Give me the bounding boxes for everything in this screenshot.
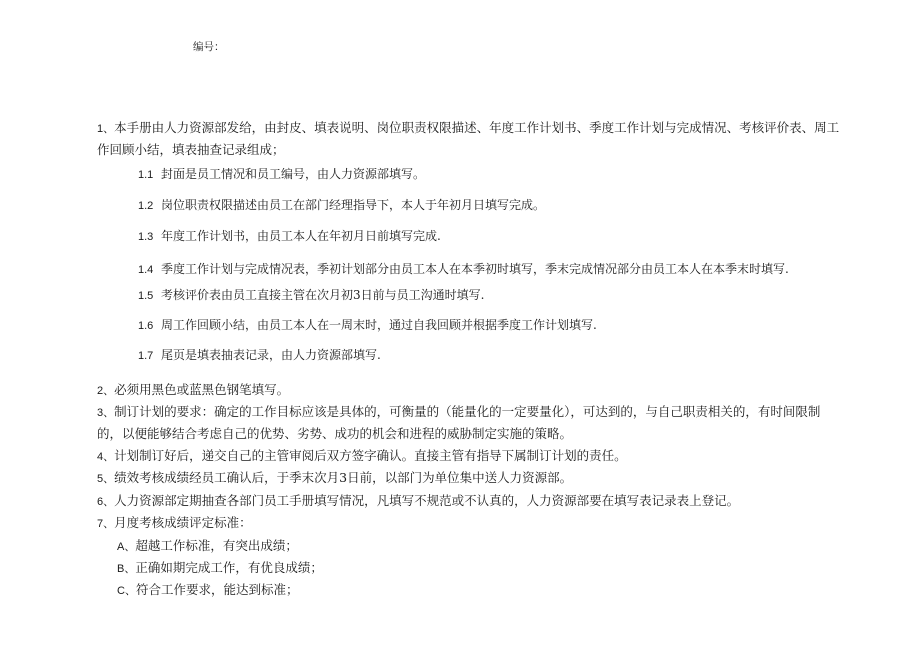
sub-item-text: 封面是员工情况和员工编号，由人力资源部填写。 xyxy=(160,167,425,181)
item-3-line-2: 的，以便能够结合考虑自己的优势、劣势、成功的机会和进程的威胁制定实施的策略。 xyxy=(97,426,573,441)
item-3-number: 3、 xyxy=(97,407,115,419)
item-2 xyxy=(97,382,289,399)
item-6-number: 6、 xyxy=(97,496,115,508)
sub-item-text: 考核评价表由员工直接主管在次月初3日前与员工沟通时填写. xyxy=(160,288,485,302)
item-5-text: 绩效考核成绩经员工确认后，于季末次月3日前，以部门为单位集中送人力资源部。 xyxy=(114,470,573,485)
item-7-number: 7、 xyxy=(97,518,115,530)
item-1-number: 1、 xyxy=(97,123,115,135)
item-7-text: 月度考核成绩评定标准： xyxy=(114,515,252,530)
grade-b xyxy=(117,560,323,577)
item-1-line-2: 作回顾小结，填表抽查记录组成； xyxy=(97,142,285,157)
sub-item-number: 1.5 xyxy=(138,290,154,302)
sub-item-number: 1.3 xyxy=(138,231,154,243)
grade-c xyxy=(117,582,298,599)
sub-item-1-4 xyxy=(138,261,789,278)
item-3-line-1 xyxy=(97,404,820,421)
serial-number-label: 编号： xyxy=(193,41,225,53)
sub-item-text: 岗位职责权限描述由员工在部门经理指导下，本人于年初月日填写完成。 xyxy=(160,198,545,212)
sub-item-1-1 xyxy=(138,166,425,183)
item-5 xyxy=(97,470,572,487)
sub-item-1-6 xyxy=(138,317,597,334)
item-1-line-1 xyxy=(97,120,839,137)
grade-letter: C、 xyxy=(117,585,136,597)
sub-item-1-5 xyxy=(138,287,484,304)
grade-text: 正确如期完成工作，有优良成绩； xyxy=(135,560,323,575)
grade-text: 符合工作要求，能达到标准； xyxy=(135,582,299,597)
item-4-text: 计划制订好后，递交自己的主管审阅后双方签字确认。直接主管有指导下属制订计划的责任。 xyxy=(114,448,627,463)
grade-letter: B、 xyxy=(117,563,136,575)
item-2-text: 必须用黑色或蓝黑色钢笔填写。 xyxy=(114,382,290,397)
item-2-number: 2、 xyxy=(97,385,115,397)
item-4 xyxy=(97,448,627,465)
grade-letter: A、 xyxy=(117,541,136,553)
sub-item-text: 周工作回顾小结，由员工本人在一周末时，通过自我回顾并根据季度工作计划填写. xyxy=(160,318,597,332)
sub-item-text: 尾页是填表抽表记录，由人力资源部填写. xyxy=(160,348,381,362)
sub-item-number: 1.2 xyxy=(138,200,154,212)
item-6-text: 人力资源部定期抽查各部门员工手册填写情况，凡填写不规范或不认真的，人力资源部要在填写表记录表上登记。 xyxy=(114,493,740,508)
sub-item-1-2 xyxy=(138,197,545,214)
item-3-text-line-1: 制订计划的要求：确定的工作目标应该是具体的，可衡量的（能量化的一定要量化），可达到的，与自己职责相关的，有时间限制 xyxy=(114,404,821,419)
sub-item-number: 1.6 xyxy=(138,320,154,332)
grade-a xyxy=(117,538,298,555)
sub-item-text: 季度工作计划与完成情况表，季初计划部分由员工本人在本季初时填写，季末完成情况部分由员工本人在本季末时填写. xyxy=(160,262,789,276)
item-6 xyxy=(97,493,739,510)
sub-item-1-3 xyxy=(138,228,441,245)
item-5-number: 5、 xyxy=(97,473,115,485)
grade-text: 超越工作标准，有突出成绩； xyxy=(135,538,298,553)
sub-item-1-7 xyxy=(138,347,381,364)
sub-item-number: 1.4 xyxy=(138,264,154,276)
sub-item-number: 1.7 xyxy=(138,350,154,362)
item-7 xyxy=(97,515,252,532)
sub-item-text: 年度工作计划书，由员工本人在年初月日前填写完成. xyxy=(160,229,441,243)
item-1-text-line-1: 本手册由人力资源部发给，由封皮、填表说明、岗位职责权限描述、年度工作计划书、季度工作计划与完成情况、考核评价表、周工 xyxy=(114,120,840,135)
item-4-number: 4、 xyxy=(97,451,115,463)
sub-item-number: 1.1 xyxy=(138,169,154,181)
